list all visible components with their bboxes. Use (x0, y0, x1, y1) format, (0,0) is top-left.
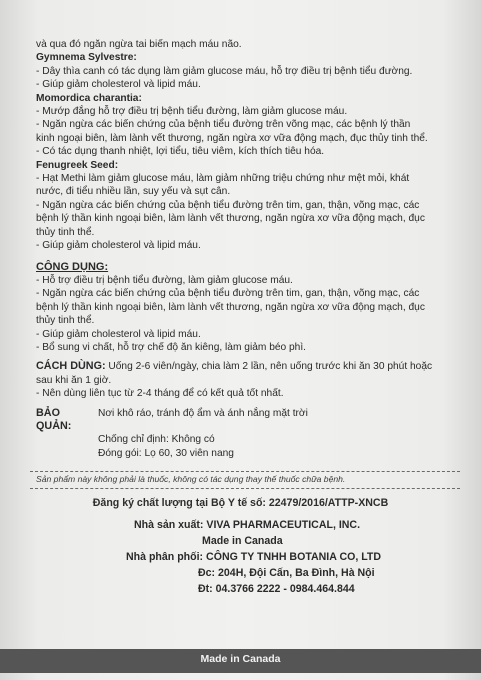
uses-line: - Giúp giảm cholesterol và lipid máu. (36, 328, 201, 340)
distributor-row (126, 551, 381, 563)
uses-line: - Ngăn ngừa các biến chứng của bệnh tiểu đường trên tim, gan, thận, võng mạc, các (36, 288, 420, 300)
gymnema-heading: Gymnema Sylvestre: (36, 52, 137, 64)
gymnema-line: - Dây thìa canh có tác dụng làm giảm glucose máu, hỗ trợ điều trị bệnh tiểu đường. (36, 65, 413, 77)
distributor-address: Đc: 204H, Đội Cấn, Ba Đình, Hà Nội (198, 567, 375, 579)
uses-line: bệnh lý thần kinh ngoại biên, làm lành vết thương, ngăn ngừa xơ vữa động mạch, đục (36, 301, 425, 313)
storage-pad (36, 433, 92, 446)
spacer (36, 253, 460, 261)
dosage-line: sau khi ăn 1 giờ. (36, 374, 112, 386)
fenugreek-line: - Hạt Methi làm giảm glucose máu, làm giảm những triệu chứng như mệt mỏi, khát (36, 173, 410, 185)
divider-top (30, 471, 460, 472)
fenugreek-line: bệnh lý thần kinh ngoại biên, làm lành vết thương, ngăn ngừa xơ vữa động mạch, đục (36, 213, 425, 225)
uses-line: - Hỗ trợ điều trị bệnh tiểu đường, làm giảm glucose máu. (36, 274, 293, 286)
dosage-first-line (36, 360, 460, 373)
registration-line: Đăng ký chất lượng tại Bộ Y tế số: 22479/2016/ATTP-XNCB (92, 497, 389, 509)
storage-heading: BẢO QUẢN: (36, 406, 72, 432)
dosage-heading: CÁCH DÙNG: (36, 360, 106, 373)
momordica-line: - Ngăn ngừa các biến chứng của bệnh tiểu đường trên võng mạc, các bệnh lý thần (36, 119, 411, 131)
divider-bottom (30, 488, 460, 489)
distributor-value: CÔNG TY TNHH BOTANIA CO, LTD (206, 551, 382, 563)
uses-line: - Bổ sung vi chất, hỗ trợ chế độ ăn kiêng, làm giảm béo phì. (36, 341, 307, 353)
storage-line: Chống chỉ định: Không có (98, 434, 215, 446)
manufacturer-label: Nhà sản xuất: (134, 519, 204, 531)
fenugreek-line: nước, đi tiểu nhiều lần, suy yếu và sụt cân. (36, 186, 231, 198)
footer-made-in: Made in Canada (200, 653, 281, 665)
distributor-phone: Đt: 04.3766 2222 - 0984.464.844 (198, 583, 355, 595)
momordica-line: - Mướp đắng hỗ trợ điều trị bệnh tiểu đường, làm giảm glucose máu. (36, 106, 348, 118)
disclaimer-note: Sản phẩm này không phải là thuốc, không có tác dụng thay thế thuốc chữa bệnh. (36, 474, 346, 484)
leaflet-body (36, 38, 460, 460)
momordica-line: - Có tác dụng thanh nhiệt, lợi tiểu, tiêu viêm, kích thích tiêu hóa. (36, 146, 325, 158)
intro-tail: và qua đó ngăn ngừa tai biến mạch máu não. (36, 39, 242, 50)
storage-line: Nơi khô ráo, tránh độ ẩm và ánh nắng mặt trời (98, 407, 308, 419)
storage-pad (36, 447, 92, 460)
fenugreek-line: - Giúp giảm cholesterol và lipid máu. (36, 240, 201, 252)
momordica-line: kinh ngoại biên, làm lành vết thương, ngăn ngừa xơ vữa động mạch, đục thủy tinh thể. (36, 132, 428, 144)
dosage-first-text: Uống 2-6 viên/ngày, chia làm 2 lần, nên uống trước khi ăn 30 phút hoặc (105, 361, 433, 373)
fenugreek-line: thủy tinh thể. (36, 226, 95, 238)
storage-line: Đóng gói: Lọ 60, 30 viên nang (98, 447, 234, 459)
uses-heading: CÔNG DỤNG: (36, 260, 109, 273)
dosage-line: - Nên dùng liên tục từ 2-4 tháng để có kết quả tốt nhất. (36, 388, 284, 400)
gymnema-line: - Giúp giảm cholesterol và lipid máu. (36, 79, 201, 91)
uses-line: thủy tinh thể. (36, 315, 95, 327)
fenugreek-line: - Ngăn ngừa các biến chứng của bệnh tiểu đường trên tim, gan, thận, võng mạc, các (36, 199, 420, 211)
fenugreek-heading: Fenugreek Seed: (36, 159, 119, 171)
momordica-heading: Momordica charantia: (36, 92, 142, 104)
distributor-label: Nhà phân phối: (126, 551, 204, 563)
storage-block (36, 407, 460, 461)
manufacturer-value: VIVA PHARMACEUTICAL, INC. (206, 519, 361, 531)
manufacturer-row (134, 519, 360, 531)
made-in-line: Made in Canada (202, 535, 283, 547)
